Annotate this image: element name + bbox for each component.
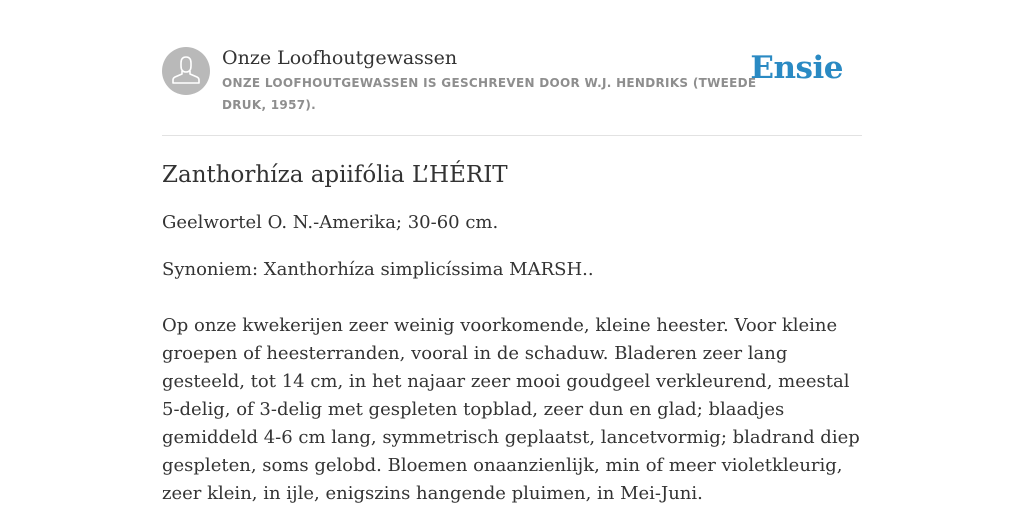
entry-paragraph: Op onze kwekerijen zeer weinig voorkomende, kleine heester. Voor kleine groepen of heesterranden, vooral in de schaduw. Bladeren zeer lang gesteeld, tot 14 cm, in het najaar zeer mooi goudgeel verkleurend, meestal 5-delig, of 3-delig met gespleten topblad, zeer dun en glad; blaadjes gemiddeld 4-6 cm lang, symmetrisch geplaatst, lancetvormig; bladrand diep gespleten, soms gelobd. Bloemen onaanzienlijk, min of meer violetkleurig, zeer klein, in ijle, enigszins hangende pluimen, in Mei-Juni. [162,315,860,504]
entry-title: Zanthorhíza apiifólia L’HÉRIT [162,162,508,188]
source-avatar[interactable] [162,47,210,95]
ensie-logo[interactable]: Ensie [750,50,843,86]
entry-paragraph: Geelwortel O. N.-Amerika; 30-60 cm. [162,212,499,233]
source-description: ONZE LOOFHOUTGEWASSEN IS GESCHREVEN DOOR W.J. HENDRIKS (TWEEDE DRUK, 1957). [222,76,757,112]
user-icon [162,47,210,95]
source-header [162,46,862,136]
source-title[interactable]: Onze Loofhoutgewassen [222,47,458,69]
entry-content [162,158,862,508]
entry-paragraph: Synoniem: Xanthorhíza simplicíssima MARSH.. [162,259,594,280]
